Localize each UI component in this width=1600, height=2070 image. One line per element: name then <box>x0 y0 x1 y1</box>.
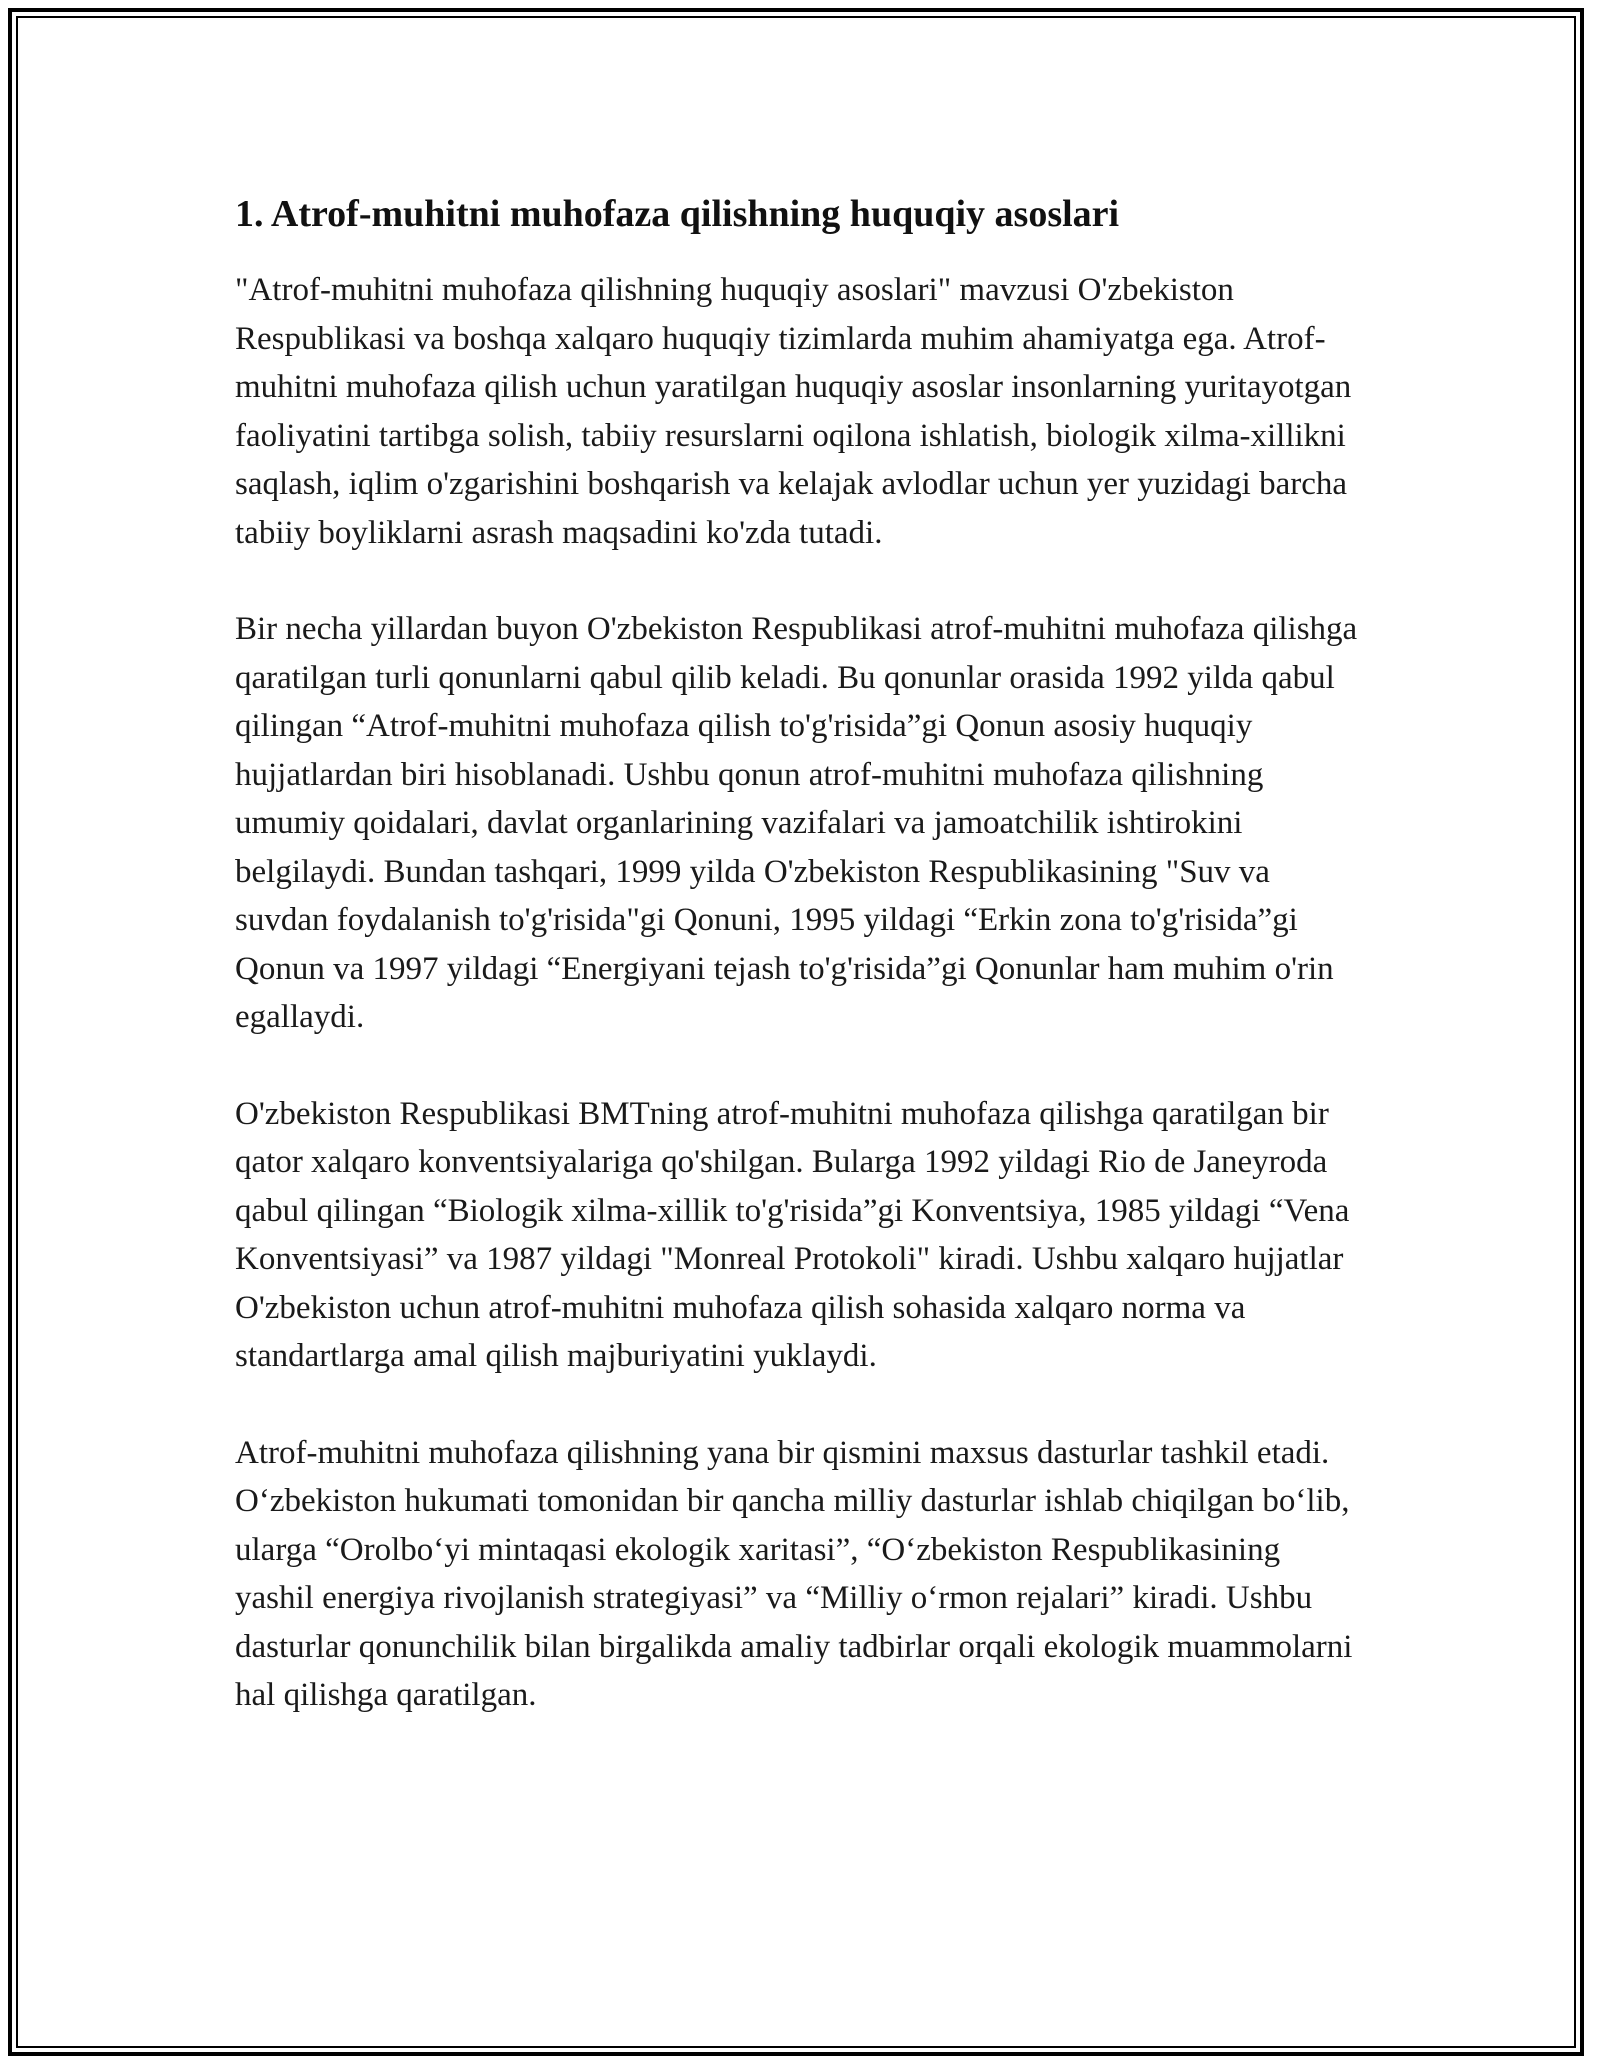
page-title: 1. Atrof-muhitni muhofaza qilishning huquqiy asoslari <box>235 193 1120 235</box>
paragraph-international-conventions: O'zbekiston Respublikasi BMTning atrof-muhitni muhofaza qilishga qaratilgan bir qator xalqaro konventsiyalariga qo'shilgan. Bularga 1992 yildagi Rio de Janeyroda qabul qilingan “Biologik xilma-xillik to'g'risida”gi Konventsiya, 1985 yildagi “Vena Konventsiyasi” va 1987 yildagi "Monreal Protokoli" kiradi. Ushbu xalqaro hujjatlar O'zbekiston uchun atrof-muhitni muhofaza qilish sohasida xalqaro norma va standartlarga amal qilish majburiyatini yuklaydi. <box>235 1095 1350 1374</box>
document-body <box>235 188 1365 1768</box>
paragraph-national-laws: Bir necha yillardan buyon O'zbekiston Respublikasi atrof-muhitni muhofaza qilishga qaratilgan turli qonunlarni qabul qilib keladi. Bu qonunlar orasida 1992 yilda qabul qilingan “Atrof-muhitni muhofaza qilish to'g'risida”gi Qonun asosiy huquqiy hujjatlardan biri hisoblanadi. Ushbu qonun atrof-muhitni muhofaza qilishning umumiy qoidalari, davlat organlarining vazifalari va jamoatchilik ishtirokini belgilaydi. Bundan tashqari, 1999 yilda O'zbekiston Respublikasining "Suv va suvdan foydalanish to'g'risida"gi Qonuni, 1995 yildagi “Erkin zona to'g'risida”gi Qonun va 1997 yildagi “Energiyani tejash to'g'risida”gi Qonunlar ham muhim o'rin egallaydi. <box>235 611 1358 1035</box>
paragraph-national-programs: Atrof-muhitni muhofaza qilishning yana bir qismini maxsus dasturlar tashkil etadi. O‘zbekiston hukumati tomonidan bir qancha milliy dasturlar ishlab chiqilgan bo‘lib, ularga “Orolbo‘yi mintaqasi ekologik xaritasi”, “O‘zbekiston Respublikasining yashil energiya rivojlanish strategiyasi” va “Milliy o‘rmon rejalari” kiradi. Ushbu dasturlar qonunchilik bilan birgalikda amaliy tadbirlar orqali ekologik muammolarni hal qilishga qaratilgan. <box>235 1434 1353 1713</box>
paragraph-legal-basis-intro: "Atrof-muhitni muhofaza qilishning huquqiy asoslari" mavzusi O'zbekiston Respublikasi va boshqa xalqaro huquqiy tizimlarda muhim ahamiyatga ega. Atrof-muhitni muhofaza qilish uchun yaratilgan huquqiy asoslar insonlarning yuritayotgan faoliyatini tartibga solish, tabiiy resurslarni oqilona ishlatish, biologik xilma-xillikni saqlash, iqlim o'zgarishini boshqarish va kelajak avlodlar uchun yer yuzidagi barcha tabiiy boyliklarni asrash maqsadini ko'zda tutadi. <box>235 272 1352 551</box>
